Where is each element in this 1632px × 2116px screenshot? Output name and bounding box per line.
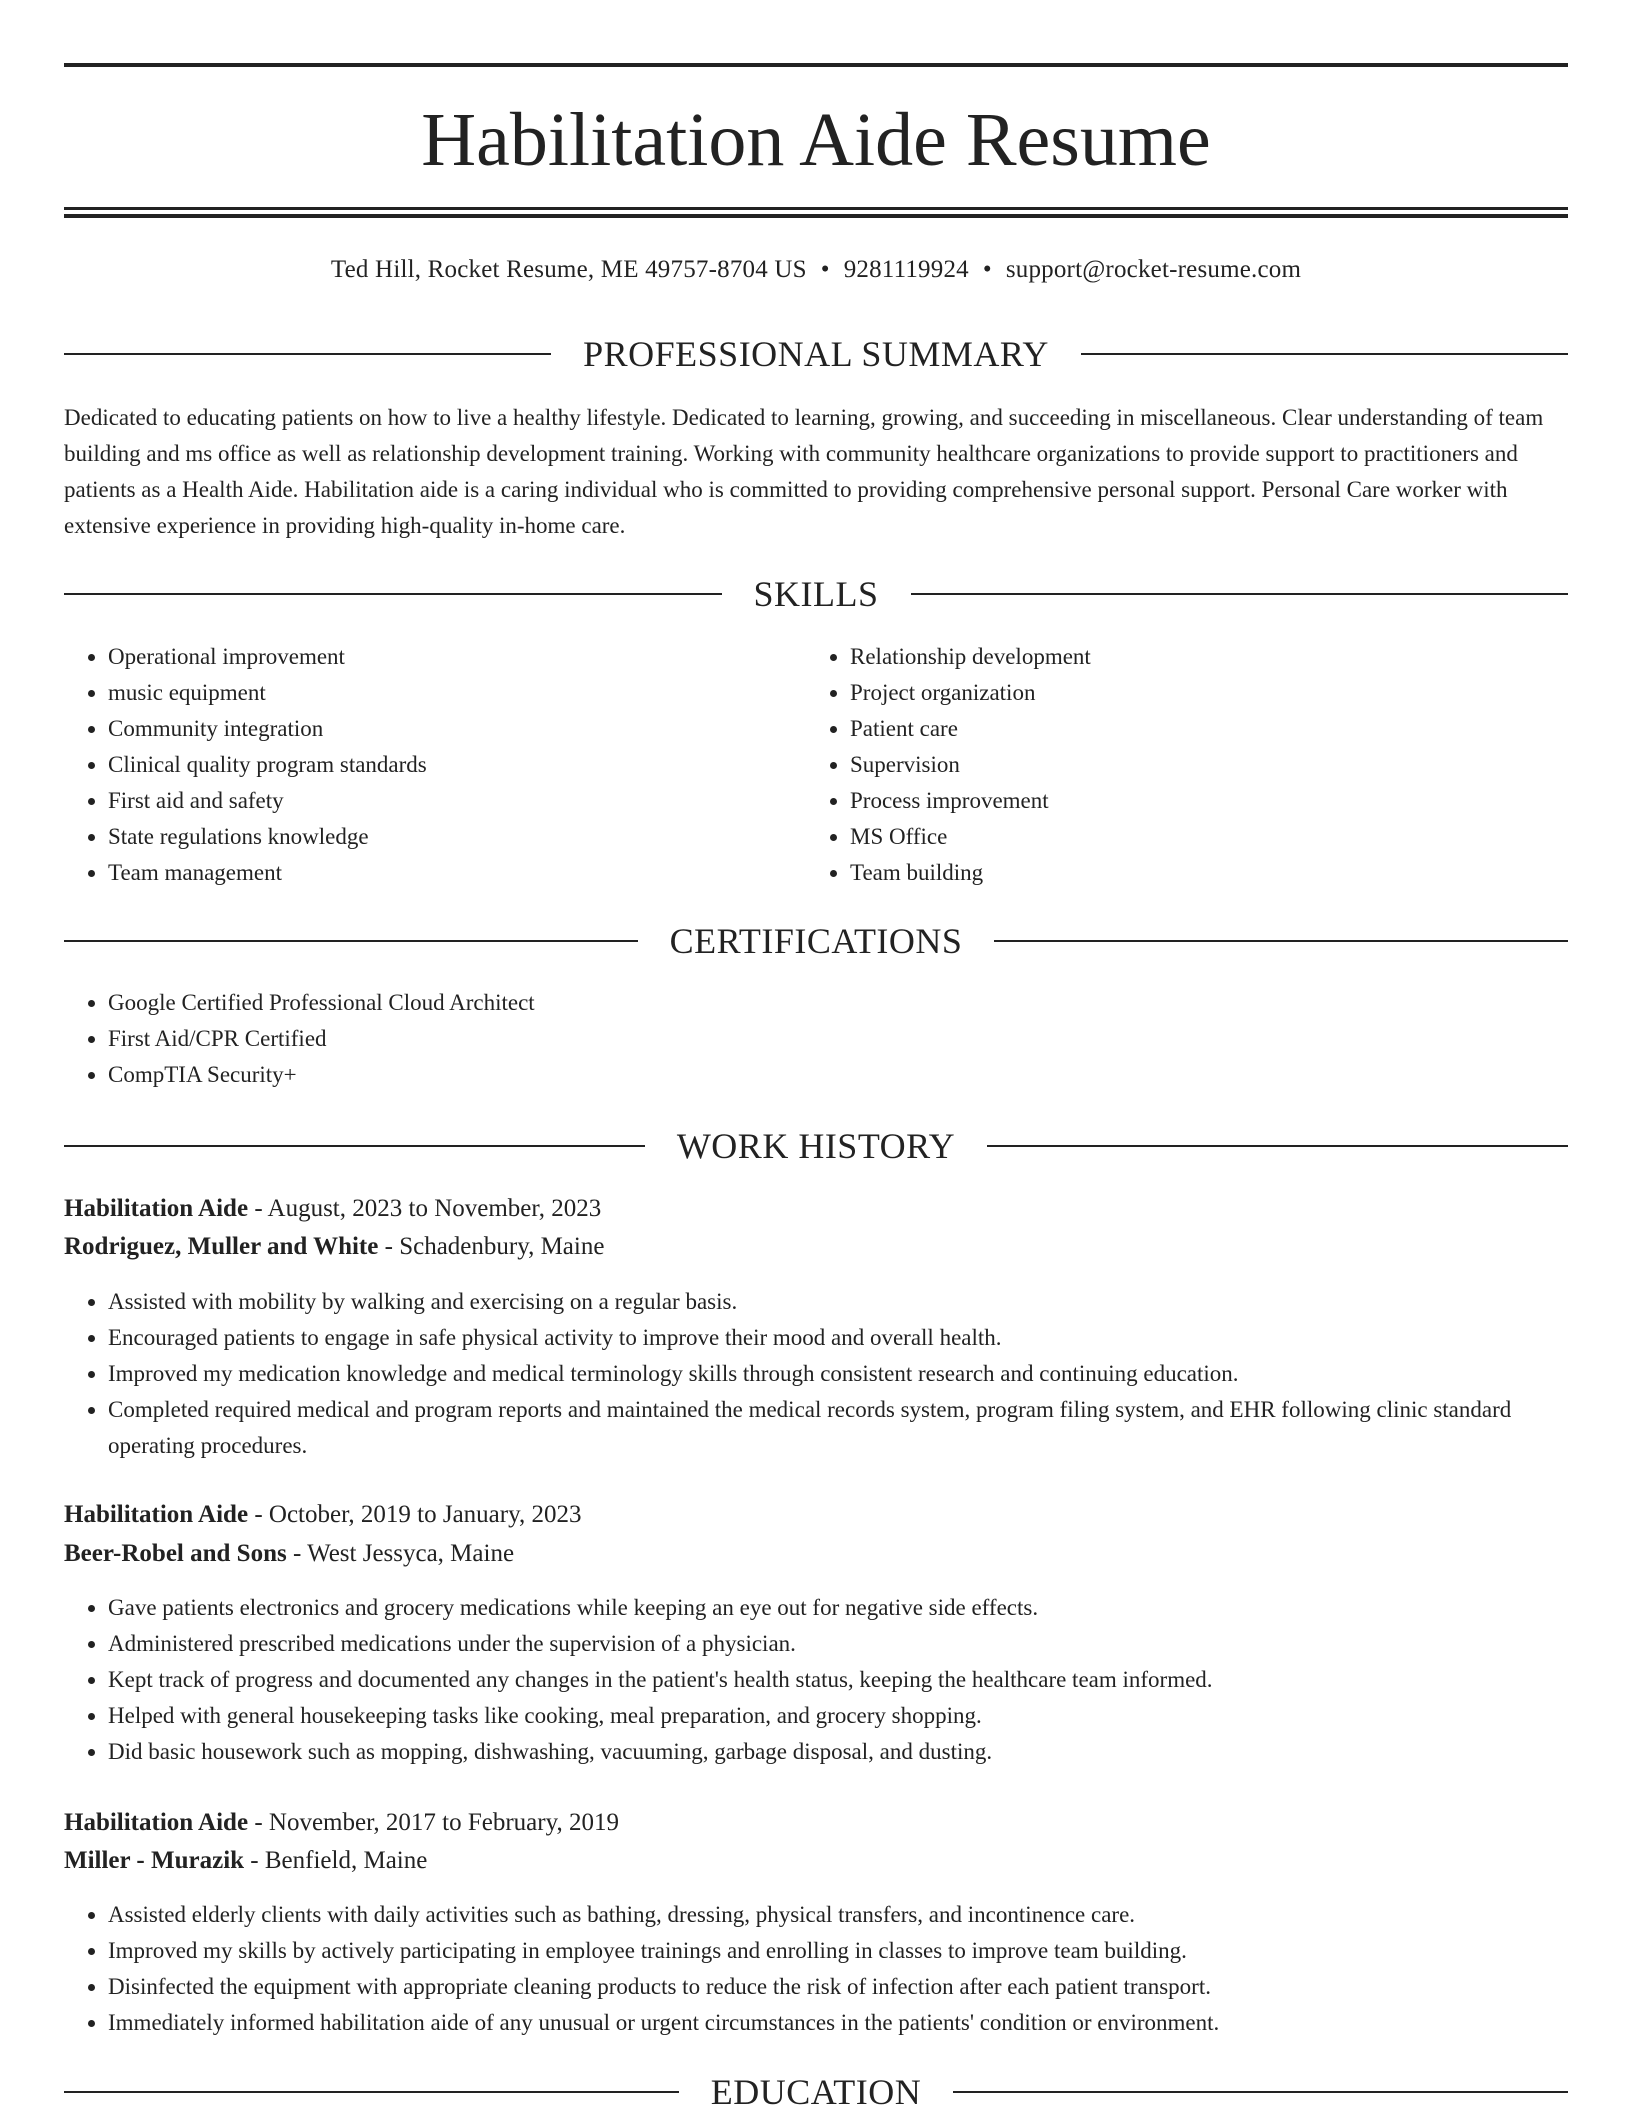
job-company-line	[64, 1228, 1568, 1266]
job-bullet: • Kept track of progress and documented any changes in the patient's health status, keeping the healthcare team informed.	[108, 1662, 1568, 1698]
job-dates: August, 2023 to November, 2023	[267, 1195, 602, 1222]
skill-item: • Supervision	[850, 747, 1550, 783]
certification-item: • First Aid/CPR Certified	[108, 1021, 1568, 1057]
section-title-skills: SKILLS	[753, 574, 879, 614]
job-bullet: • Helped with general housekeeping tasks like cooking, meal preparation, and grocery shopping.	[108, 1698, 1568, 1734]
certification-item: • CompTIA Security+	[108, 1057, 1568, 1093]
section-title-work-history: WORK HISTORY	[676, 1126, 956, 1166]
job-bullet: • Completed required medical and program reports and maintained the medical records system, program filing system, and EHR following clinic standard operating procedures.	[108, 1392, 1568, 1464]
certifications-list	[64, 985, 1568, 1093]
skill-item: • Clinical quality program standards	[108, 747, 808, 783]
job-dates: November, 2017 to February, 2019	[268, 1809, 619, 1836]
skills-list-right	[806, 639, 1550, 891]
skill-item: • State regulations knowledge	[108, 819, 808, 855]
skill-item: • Team building	[850, 855, 1550, 891]
skill-item: • Process improvement	[850, 783, 1550, 819]
job-bullet: • Assisted with mobility by walking and exercising on a regular basis.	[108, 1284, 1568, 1320]
job-location: Schadenbury, Maine	[399, 1233, 605, 1260]
summary-text: Dedicated to educating patients on how to live a healthy lifestyle. Dedicated to learning, growing, and succeeding in miscellaneous. Clear understanding of team building and ms office as well as relationship development training. Working with community healthcare organizations to provide support to practitioners and patients as a Health Aide. Habilitation aide is a caring individual who is committed to providing comprehensive personal support. Personal Care worker with extensive experience in providing high-quality in-home care.	[64, 405, 1544, 538]
job-separator: -	[248, 1501, 269, 1528]
job-title-line	[64, 1190, 1568, 1228]
contact-address: Ted Hill, Rocket Resume, ME 49757-8704 US	[330, 256, 807, 283]
header-rule	[911, 593, 1569, 595]
header-rule	[1081, 353, 1568, 355]
contact-separator: •	[820, 256, 830, 283]
header-rule	[987, 1145, 1568, 1147]
job-separator: -	[286, 1540, 308, 1567]
contact-separator: •	[982, 256, 992, 283]
job-bullet: • Improved my medication knowledge and medical terminology skills through consistent research and continuing education.	[108, 1356, 1568, 1392]
skill-item: • Operational improvement	[108, 639, 808, 675]
job-company: Miller - Murazik	[64, 1847, 245, 1874]
skill-item: • Patient care	[850, 711, 1550, 747]
job-bullet: • Immediately informed habilitation aide of any unusual or urgent circumstances in the patients' condition or environment.	[108, 2005, 1568, 2041]
header-rule	[64, 940, 638, 942]
job-title-line	[64, 1804, 1568, 1842]
job-bullet: • Disinfected the equipment with appropriate cleaning products to reduce the risk of infection after each patient transport.	[108, 1969, 1568, 2005]
skills-list-left	[64, 639, 808, 891]
job-company: Rodriguez, Muller and White	[64, 1233, 379, 1260]
job-bullets	[64, 1284, 1568, 1464]
header-rule	[64, 593, 722, 595]
job-title: Habilitation Aide	[64, 1809, 249, 1836]
skill-item: • Community integration	[108, 711, 808, 747]
job-location: Benfield, Maine	[264, 1847, 428, 1874]
header-rule	[994, 940, 1568, 942]
section-header-skills	[64, 570, 1568, 618]
section-header-certifications	[64, 917, 1568, 965]
job-separator: -	[378, 1233, 400, 1260]
job-bullet: • Encouraged patients to engage in safe physical activity to improve their mood and overall health.	[108, 1320, 1568, 1356]
certification-item: • Google Certified Professional Cloud Architect	[108, 985, 1568, 1021]
job-company: Beer-Robel and Sons	[64, 1540, 287, 1567]
job-dates: October, 2019 to January, 2023	[268, 1501, 582, 1528]
skill-item: • music equipment	[108, 675, 808, 711]
skill-item: • MS Office	[850, 819, 1550, 855]
job-company-line	[64, 1535, 1568, 1573]
section-title-summary: PROFESSIONAL SUMMARY	[583, 334, 1049, 374]
job-bullet: • Did basic housework such as mopping, dishwashing, vacuuming, garbage disposal, and dusting.	[108, 1734, 1568, 1770]
page-title: Habilitation Aide Resume	[421, 98, 1211, 182]
job-separator: -	[248, 1195, 268, 1222]
job-title: Habilitation Aide	[64, 1501, 249, 1528]
skill-item: • Team management	[108, 855, 808, 891]
header-rule	[64, 1145, 645, 1147]
section-title-certifications: CERTIFICATIONS	[669, 921, 963, 961]
job-bullets	[64, 1590, 1568, 1770]
header-rule	[953, 2091, 1568, 2093]
contact-phone: 9281119924	[843, 256, 969, 283]
section-title-education: EDUCATION	[710, 2072, 922, 2112]
job-bullet: • Improved my skills by actively participating in employee trainings and enrolling in classes to improve team building.	[108, 1933, 1568, 1969]
job-separator: -	[244, 1847, 265, 1874]
top-rule	[64, 63, 1568, 67]
job-bullet: • Assisted elderly clients with daily activities such as bathing, dressing, physical transfers, and incontinence care.	[108, 1897, 1568, 1933]
skill-item: • First aid and safety	[108, 783, 808, 819]
job-bullet: • Administered prescribed medications under the supervision of a physician.	[108, 1626, 1568, 1662]
title-double-rule	[64, 207, 1568, 218]
section-header-work-history	[64, 1122, 1568, 1170]
job-company-line	[64, 1842, 1568, 1880]
skill-item: • Relationship development	[850, 639, 1550, 675]
header-rule	[64, 2091, 679, 2093]
contact-email: support@rocket-resume.com	[1005, 256, 1302, 283]
contact-line	[64, 252, 1568, 288]
header-rule	[64, 353, 551, 355]
job-title-line	[64, 1496, 1568, 1534]
job-location: West Jessyca, Maine	[307, 1540, 515, 1567]
skill-item: • Project organization	[850, 675, 1550, 711]
job-bullets	[64, 1897, 1568, 2041]
section-header-summary	[64, 330, 1568, 378]
section-header-education	[64, 2068, 1568, 2116]
job-title: Habilitation Aide	[64, 1195, 249, 1222]
job-separator: -	[248, 1809, 269, 1836]
job-bullet: • Gave patients electronics and grocery medications while keeping an eye out for negative side effects.	[108, 1590, 1568, 1626]
